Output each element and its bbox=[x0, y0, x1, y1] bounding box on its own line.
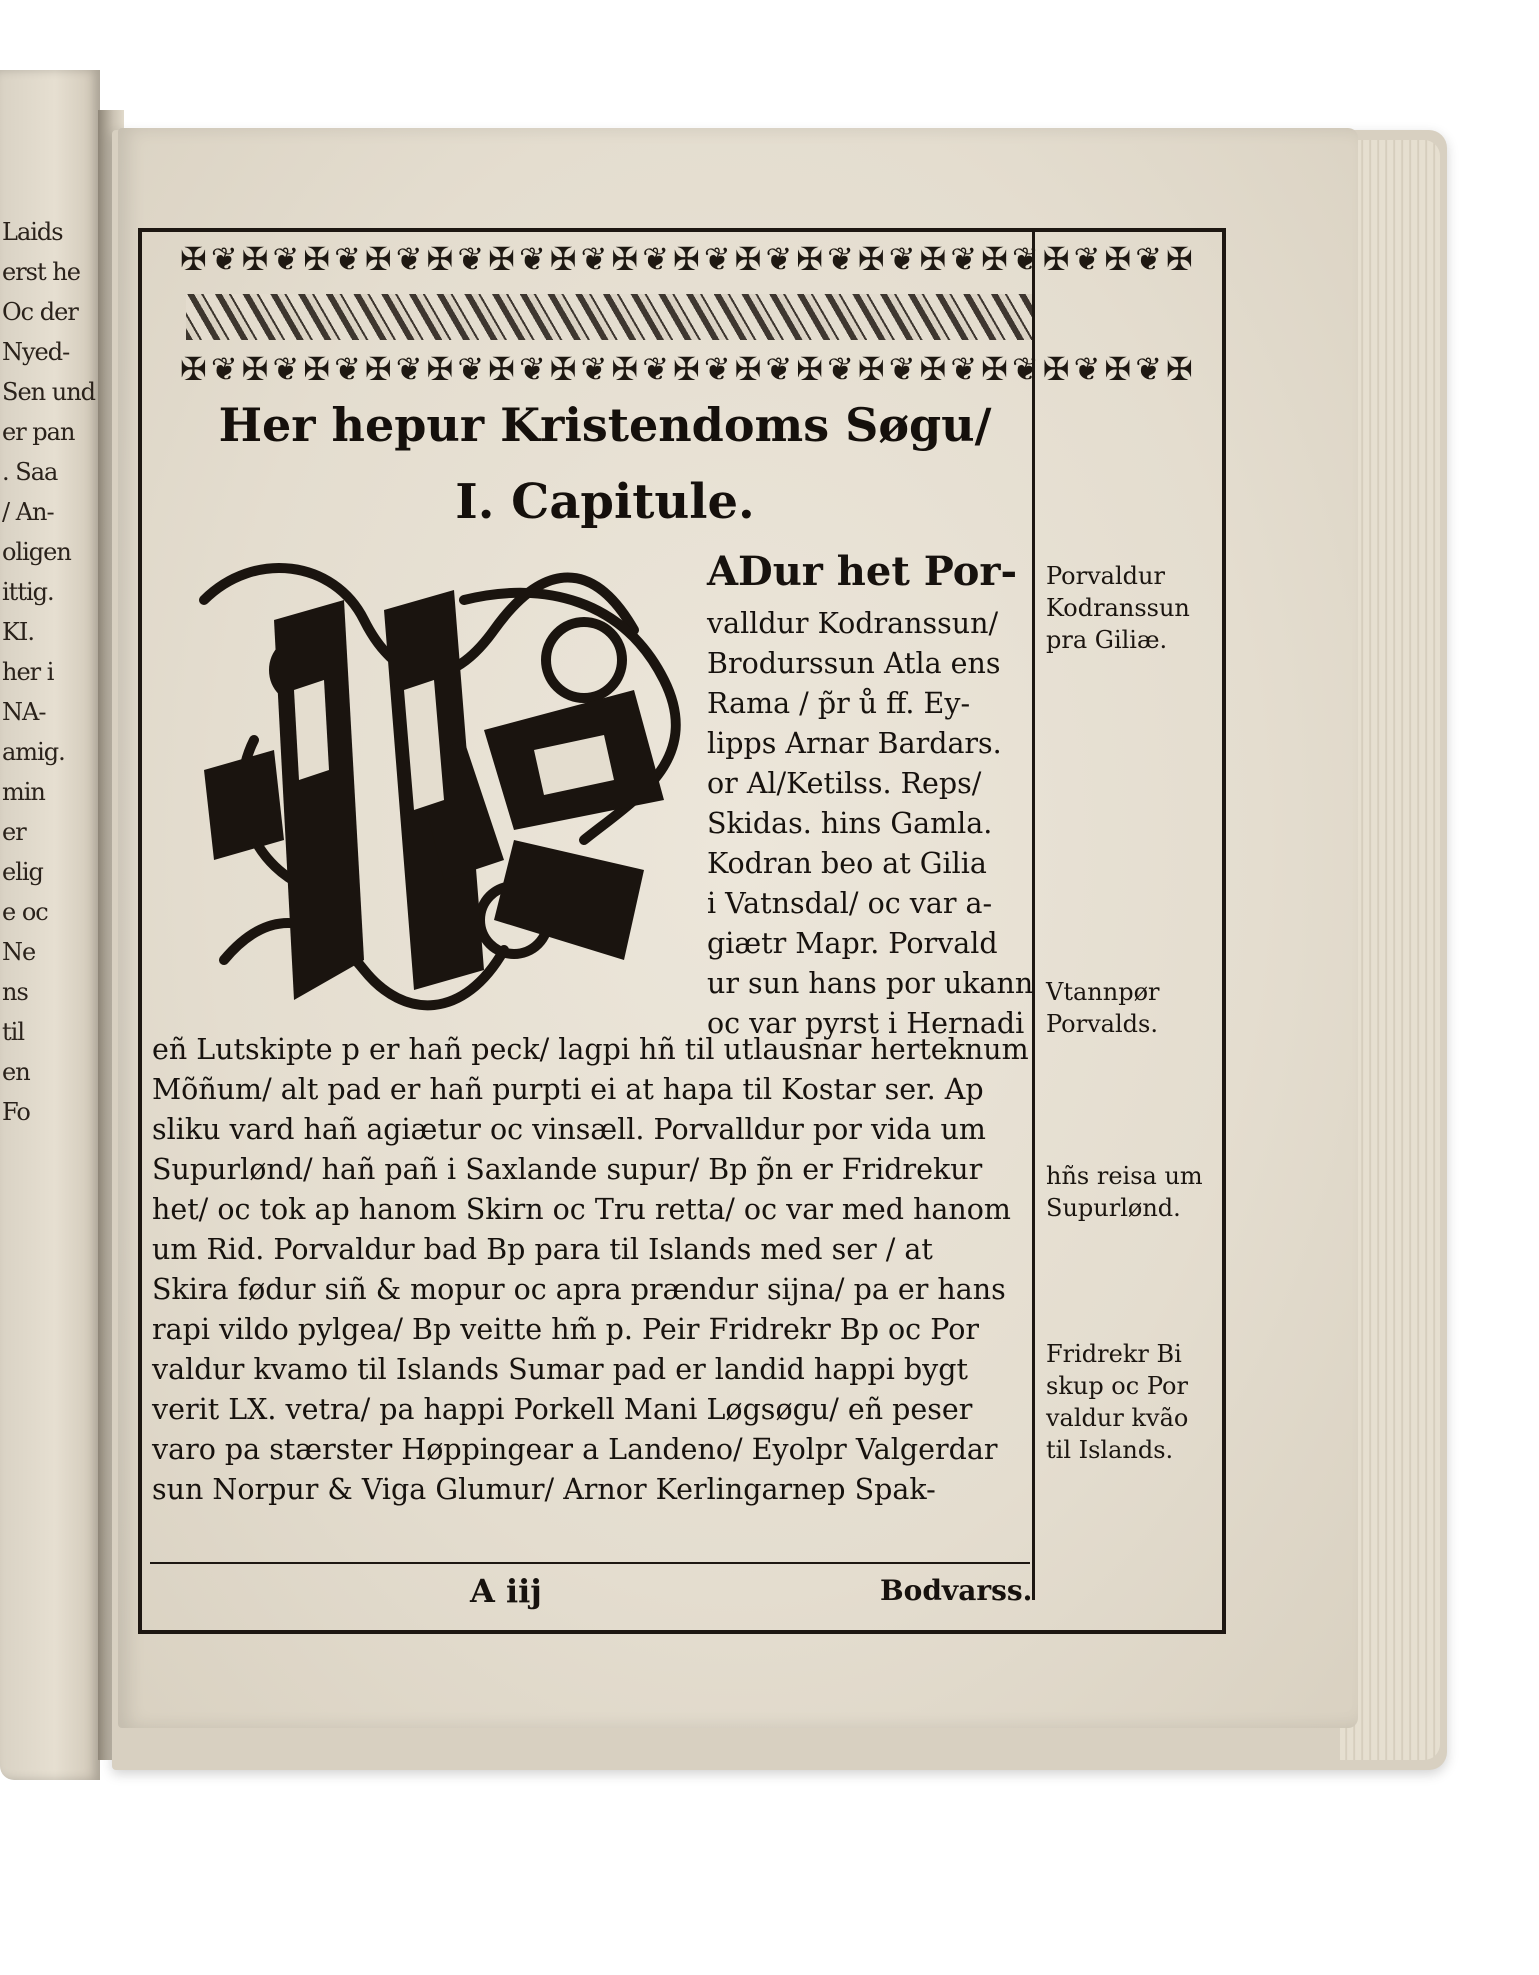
margin-note-line: Fridrekr Bi bbox=[1046, 1340, 1182, 1368]
left-page-fragment: amig. bbox=[2, 738, 65, 766]
text-line: sliku vard hañ agiætur oc vinsæll. Porvalldur por vida um bbox=[152, 1113, 986, 1146]
signature-mark: A iij bbox=[470, 1572, 542, 1610]
text-line: ur sun hans por ukann bbox=[707, 967, 1034, 1000]
text-line: Supurlønd/ hañ pañ i Saxlande supur/ Bp p̃n er Fridrekur bbox=[152, 1153, 983, 1186]
text-line: Skidas. hins Gamla. bbox=[707, 807, 993, 840]
text-line: lipps Arnar Bardars. bbox=[707, 727, 1002, 760]
text-line: i Vatnsdal/ oc var a- bbox=[707, 887, 993, 920]
ornamental-drop-cap-icon bbox=[164, 540, 704, 1030]
text-line: varo pa stærster Høppingear a Landeno/ Eyolpr Valgerdar bbox=[152, 1433, 998, 1466]
left-page-fragment: Fo bbox=[2, 1098, 30, 1126]
left-page-fragment: til bbox=[2, 1018, 24, 1046]
margin-note-line: Vtannpør bbox=[1046, 978, 1160, 1006]
footer-rule bbox=[150, 1562, 1030, 1564]
left-page-fragment: Nyed- bbox=[2, 338, 70, 366]
left-page bbox=[0, 70, 100, 1780]
left-page-fragment: . Saa bbox=[2, 458, 58, 486]
ornament-interlace-band bbox=[186, 294, 1032, 340]
left-page-fragment: en bbox=[2, 1058, 30, 1086]
text-line: het/ oc tok ap hanom Skirn oc Tru retta/ oc var med hanom bbox=[152, 1193, 1011, 1226]
text-line: Rama / p̃r ů ff. Ey- bbox=[707, 687, 971, 720]
page-title: Her hepur Kristendoms Søgu/ bbox=[218, 398, 992, 452]
text-line: giætr Mapr. Porvald bbox=[707, 927, 998, 960]
left-page-fragment: elig bbox=[2, 858, 43, 886]
left-page-fragment: er bbox=[2, 818, 26, 846]
left-page-fragment: Sen und bbox=[2, 378, 96, 406]
text-line: eñ Lutskipte p er hañ peck/ lagpi hñ til utlausnar herteknum bbox=[152, 1033, 1029, 1066]
margin-note-line: Kodranssun bbox=[1046, 594, 1190, 622]
catchword: Bodvarss. bbox=[880, 1574, 1033, 1607]
margin-note-line: til Islands. bbox=[1046, 1436, 1174, 1464]
margin-note-line: Supurlønd. bbox=[1046, 1194, 1181, 1222]
margin-note-1 bbox=[1046, 560, 1190, 656]
text-line: or Al/Ketilss. Reps/ bbox=[707, 767, 982, 800]
margin-note-4 bbox=[1046, 1338, 1188, 1466]
ornament-bottom-row: ✠❦✠❦✠❦✠❦✠❦✠❦✠❦✠❦✠❦✠❦✠❦✠❦✠❦✠❦✠❦✠❦✠ bbox=[180, 350, 1197, 388]
margin-note-2 bbox=[1046, 976, 1159, 1040]
left-page-fragment: her i bbox=[2, 658, 54, 686]
margin-note-3 bbox=[1046, 1160, 1203, 1224]
left-page-fragment: / An- bbox=[2, 498, 54, 526]
left-page-fragment: Laids bbox=[2, 218, 63, 246]
body-text-narrow bbox=[707, 548, 1034, 1044]
left-page-fragment: erst he bbox=[2, 258, 80, 286]
margin-note-line: pra Giliæ. bbox=[1046, 626, 1168, 654]
margin-note-line: valdur kvão bbox=[1046, 1404, 1189, 1432]
body-text-wide bbox=[152, 1030, 1029, 1510]
left-page-fragment: Ne bbox=[2, 938, 36, 966]
margin-note-line: hñs reisa um bbox=[1046, 1162, 1203, 1190]
chapter-heading: I. Capitule. bbox=[455, 474, 755, 530]
text-line: Skira fødur siñ & mopur oc apra prændur sijna/ pa er hans bbox=[152, 1273, 1006, 1306]
margin-note-line: Porvaldur bbox=[1046, 562, 1165, 590]
text-line: Kodran beo at Gilia bbox=[707, 847, 987, 880]
margin-note-line: Porvalds. bbox=[1046, 1010, 1158, 1038]
text-line: rapi vildo pylgea/ Bp veitte hm̃ p. Peir Fridrekr Bp oc Por bbox=[152, 1313, 980, 1346]
left-page-fragment: ns bbox=[2, 978, 28, 1006]
left-page-fragment: Oc der bbox=[2, 298, 78, 326]
text-line: ADur het Por- bbox=[707, 548, 1018, 595]
ornament-top-row: ✠❦✠❦✠❦✠❦✠❦✠❦✠❦✠❦✠❦✠❦✠❦✠❦✠❦✠❦✠❦✠❦✠ bbox=[180, 240, 1197, 278]
text-line: oc var pyrst i Hernadi bbox=[707, 1007, 1025, 1040]
text-line: valldur Kodranssun/ bbox=[707, 607, 999, 640]
text-line: valdur kvamo til Islands Sumar pad er landid happi bygt bbox=[152, 1353, 968, 1386]
left-page-fragment: oligen bbox=[2, 538, 71, 566]
left-page-fragment: e oc bbox=[2, 898, 48, 926]
left-page-fragment: KI. bbox=[2, 618, 35, 646]
text-line: verit LX. vetra/ pa happi Porkell Mani Løgsøgu/ eñ peser bbox=[152, 1393, 973, 1426]
text-line: Brodurssun Atla ens bbox=[707, 647, 1001, 680]
left-page-fragment: er pan bbox=[2, 418, 75, 446]
left-page-fragment: min bbox=[2, 778, 45, 806]
left-page-fragment: ittig. bbox=[2, 578, 54, 606]
margin-note-line: skup oc Por bbox=[1046, 1372, 1188, 1400]
text-line: um Rid. Porvaldur bad Bp para til Islands med ser / at bbox=[152, 1233, 933, 1266]
text-line: Mõñum/ alt pad er hañ purpti ei at hapa til Kostar ser. Ap bbox=[152, 1073, 984, 1106]
left-page-fragment: NA- bbox=[2, 698, 46, 726]
text-line: sun Norpur & Viga Glumur/ Arnor Kerlingarnep Spak- bbox=[152, 1473, 936, 1506]
